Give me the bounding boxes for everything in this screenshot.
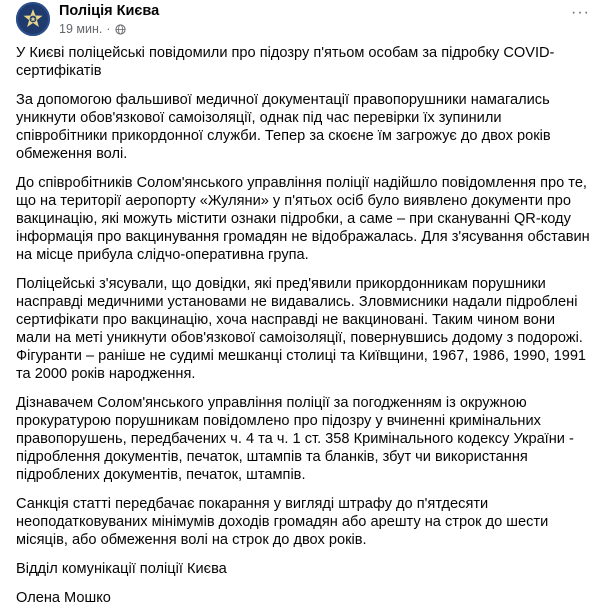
page-avatar[interactable]	[16, 2, 50, 36]
signature-author: Олена Мошко	[16, 590, 111, 606]
globe-icon	[115, 24, 126, 35]
separator-dot: ·	[106, 22, 111, 36]
post-paragraph-3: До співробітників Солом'янського управління поліції надійшло повідомлення про те, що на території аеропорту «Жуляни» у п'ятьох осіб було виявлено документи про вакцинацію, які можуть містити ознаки підробки, а саме – при скануванні QR-коду інформація про вакцинування громадян не відображалась. Для з'ясування обставин на місце прибула слідчо-оперативна група.	[16, 175, 590, 263]
post-paragraph-4: Поліцейські з'ясували, що довідки, які пред'явили прикордонникам порушники насправді медичними установами не видавались. Зловмисники надали підроблені сертифікати про вакцинацію, хоча насправді не вакциновані. Таким чином вони мали на меті уникнути обов'язкової самоізоляції, повернувшись додому з подорожі. Фігуранти – раніше не судимі мешканці столиці та Київщини, 1967, 1986, 1990, 1991 та 2000 років народження.	[16, 276, 587, 382]
post-paragraph-1: У Києві поліцейські повідомили про підозру п'ятьом особам за підробку COVID-сертифікатів	[16, 45, 555, 79]
post-paragraph-5: Дізнавачем Солом'янського управління поліції за погодженням із окружною прокуратурою порушникам повідомлено про підозру у вчиненні кримінальних правопорушень, передбачених ч. 4 та ч. 1 ст. 358 Кримінального кодексу України - підроблення документів, печаток, штампів та бланків, збут чи використання підроблених документів, печаток, штампів.	[16, 395, 574, 483]
more-options-button[interactable]: ···	[571, 4, 590, 21]
police-badge-icon	[21, 7, 45, 31]
post-time-row	[59, 21, 159, 37]
post-header	[16, 0, 590, 44]
post-paragraph-6: Санкція статті передбачає покарання у вигляді штрафу до п'ятдесяти неоподатковуваних мінімумів доходів громадян або арешту на строк до шести місяців, або обмеження волі на строк до двох років.	[16, 496, 549, 548]
page-name-link[interactable]: Поліція Києва	[59, 3, 160, 19]
signature-department: Відділ комунікації поліції Києва	[16, 561, 227, 577]
post-timestamp[interactable]: 19 мин.	[59, 22, 103, 36]
post-body	[16, 44, 590, 607]
post-paragraph-2: За допомогою фальшивої медичної документації правопорушники намагались уникнути обов'язкової самоізоляції, однак під час перевірки їх зупинили співробітники прикордонної служби. Тепер за скоєне їм загрожує до двох років обмеження волі.	[16, 92, 551, 162]
post-meta	[59, 3, 159, 37]
